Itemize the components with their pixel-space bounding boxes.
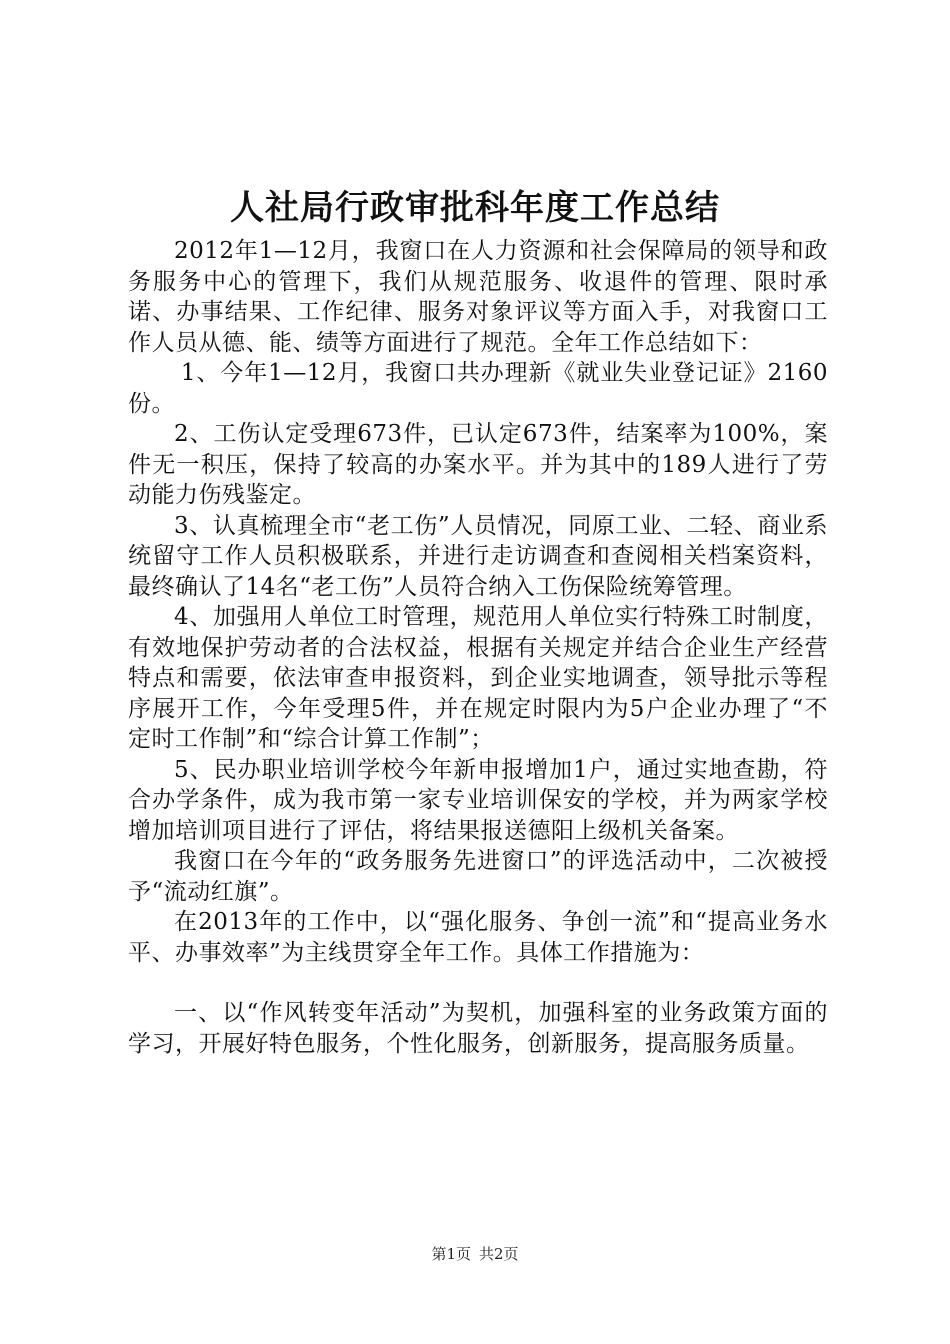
item-1-paragraph: 1、今年1—12月，我窗口共办理新《就业失业登记证》2160份。 [128, 360, 828, 417]
page-footer [0, 1243, 950, 1265]
item-3-paragraph: 3、认真梳理全市“老工伤”人员情况，同原工业、二轻、商业系统留守工作人员积极联系，并进行走访调查和查阅相关档案资料，最终确认了14名“老工伤”人员符合纳入工伤保险统筹管理。 [128, 512, 828, 600]
document-title: 人社局行政审批科年度工作总结 [230, 188, 720, 228]
measure-1-paragraph: 一、以“作风转变年活动”为契机，加强科室的业务政策方面的学习，开展好特色服务，个性化服务，创新服务，提高服务质量。 [128, 1000, 828, 1057]
document-body [128, 236, 828, 1059]
award-paragraph: 我窗口在今年的“政务服务先进窗口”的评选活动中，二次被授予“流动红旗”。 [128, 848, 828, 905]
item-4-paragraph: 4、加强用人单位工时管理，规范用人单位实行特殊工时制度，有效地保护劳动者的合法权益，根据有关规定并结合企业生产经营特点和需要，依法审查申报资料，到企业实地调查，领导批示等程序展开工作，今年受理5件，并在规定时限内为5户企业办理了“不定时工作制”和“综合计算工作制”； [128, 604, 828, 752]
plan-intro-paragraph: 在2013年的工作中，以“强化服务、争创一流”和“提高业务水平、办事效率”为主线贯穿全年工作。具体工作措施为： [128, 909, 828, 966]
page-total: 共2页 [479, 1245, 519, 1263]
item-5-paragraph: 5、民办职业培训学校今年新申报增加1户，通过实地查勘，符合办学条件，成为我市第一家专业培训保安的学校，并为两家学校增加培训项目进行了评估，将结果报送德阳上级机关备案。 [128, 756, 828, 844]
page-number: 第1页 [431, 1245, 471, 1263]
intro-paragraph: 2012年1—12月，我窗口在人力资源和社会保障局的领导和政务服务中心的管理下，我们从规范服务、收退件的管理、限时承诺、办事结果、工作纪律、服务对象评议等方面入手，对我窗口工作人员从德、能、绩等方面进行了规范。全年工作总结如下： [128, 238, 828, 356]
item-2-paragraph: 2、工伤认定受理673件，已认定673件，结案率为100%，案件无一积压，保持了较高的办案水平。并为其中的189人进行了劳动能力伤残鉴定。 [128, 421, 828, 508]
